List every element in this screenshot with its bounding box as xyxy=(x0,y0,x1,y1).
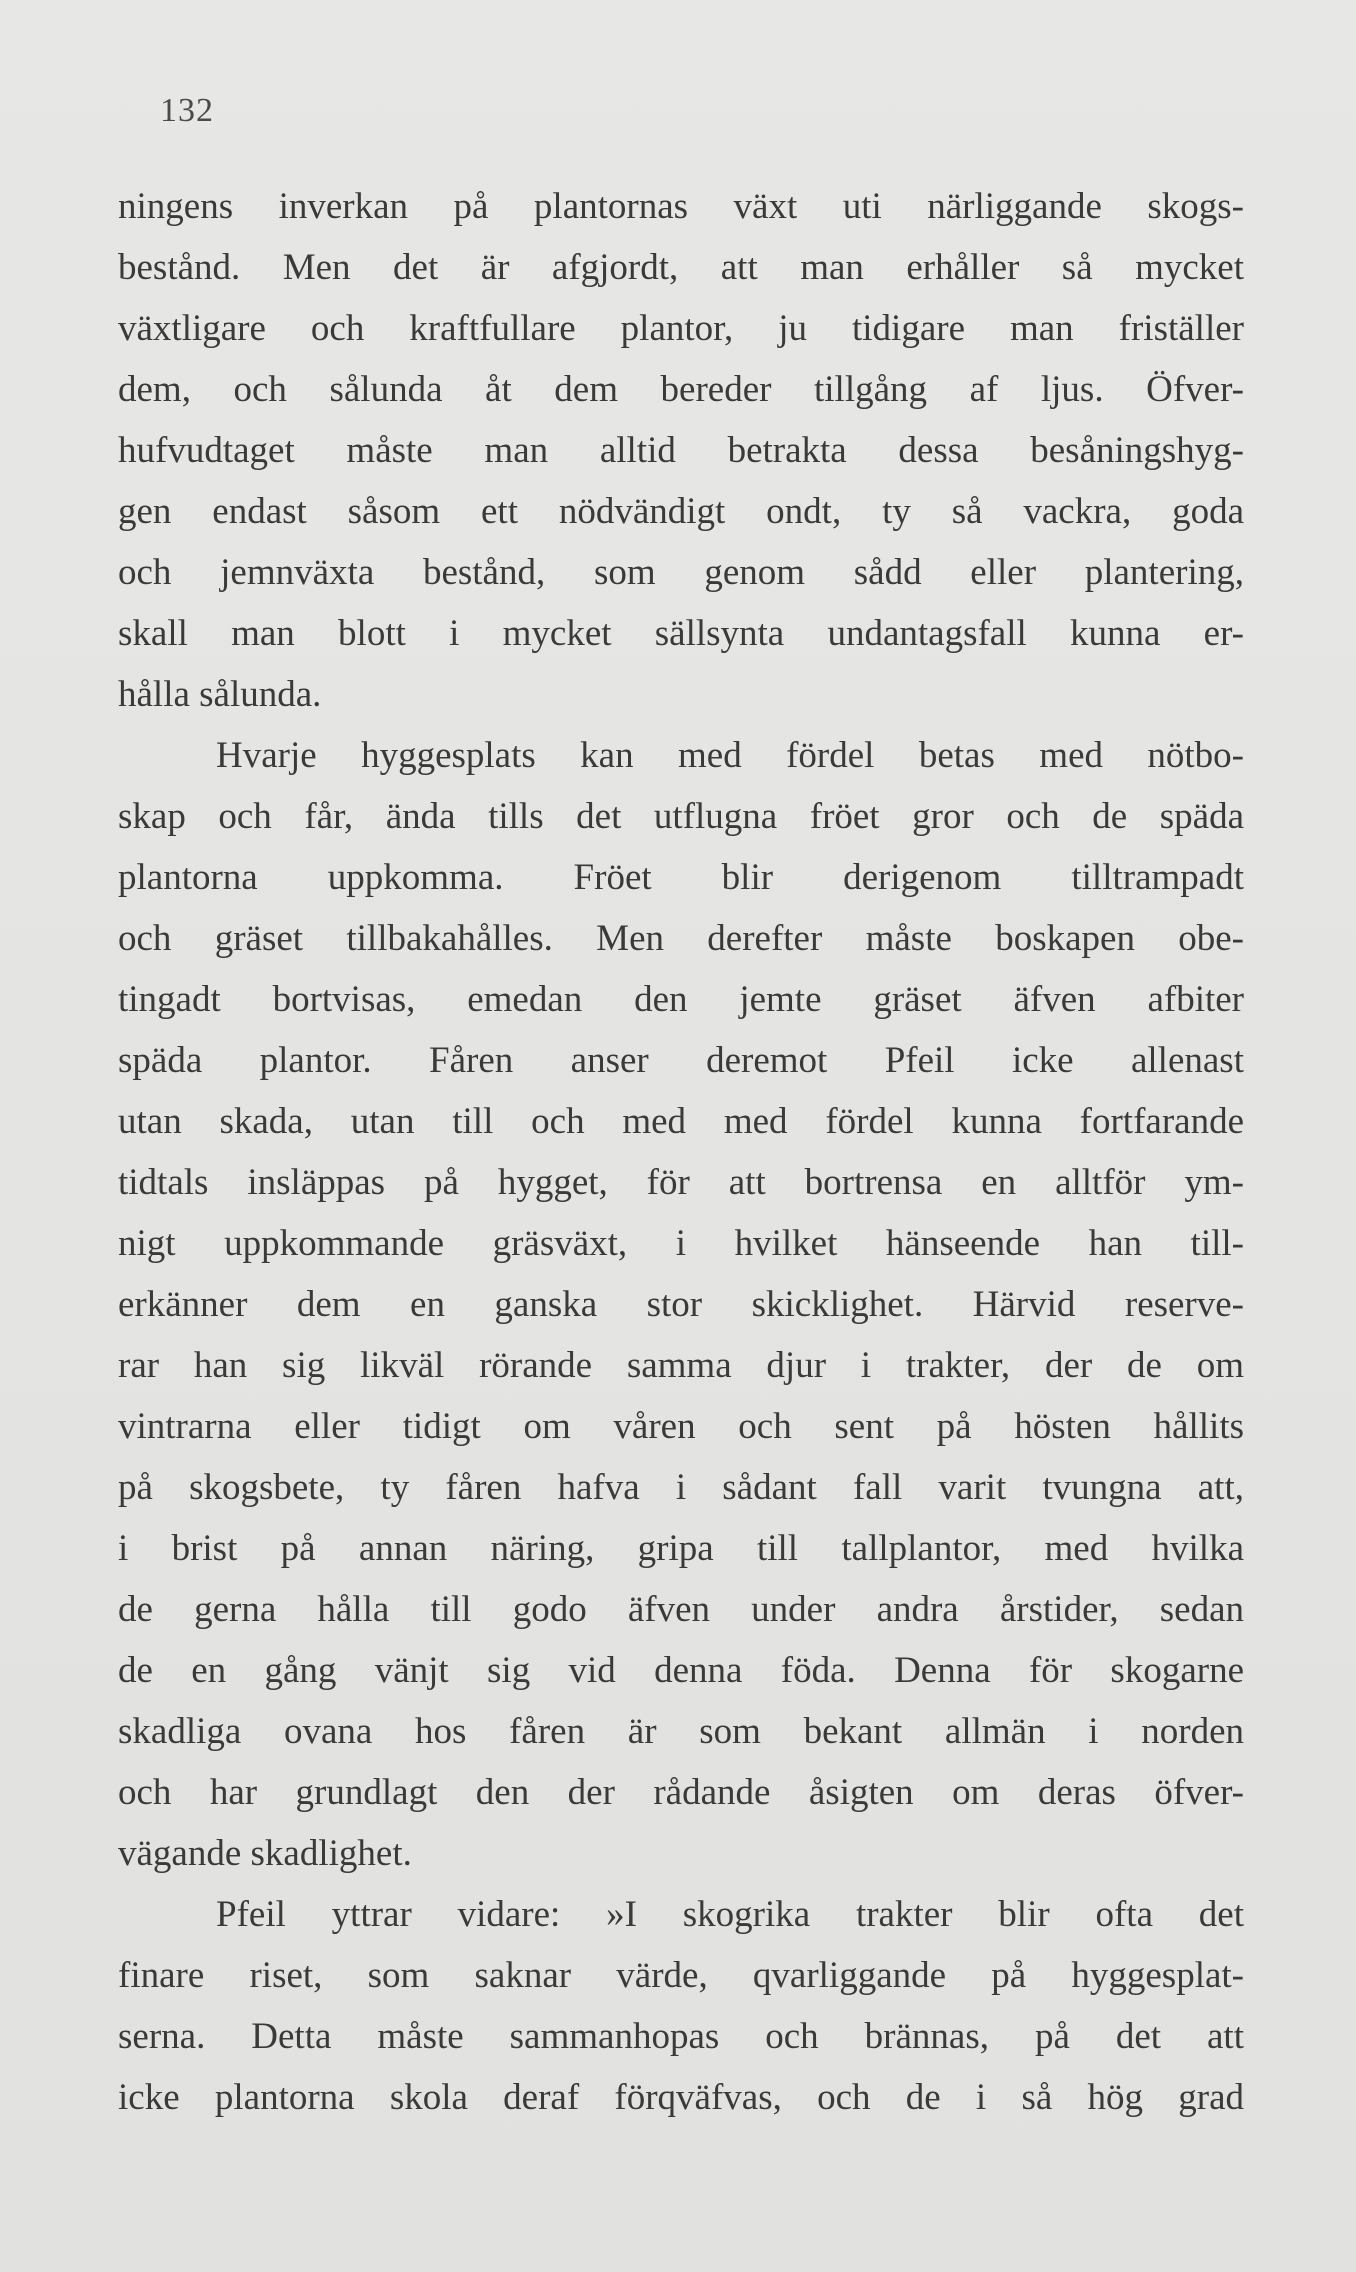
text-line: serna. Detta måste sammanhopas och brännas, på det att xyxy=(118,2016,1244,2057)
page-number: 132 xyxy=(160,92,214,129)
text-line: späda plantor. Fåren anser deremot Pfeil icke allenast xyxy=(118,1040,1244,1081)
text-line: finare riset, som saknar värde, qvarliggande på hyggesplat- xyxy=(118,1955,1244,1996)
text-line: i brist på annan näring, gripa till tallplantor, med hvilka xyxy=(118,1528,1244,1569)
text-line: tidtals insläppas på hygget, för att bortrensa en alltför ym- xyxy=(118,1162,1244,1203)
text-line: växtligare och kraftfullare plantor, ju tidigare man friställer xyxy=(118,308,1244,349)
text-line: skall man blott i mycket sällsynta undantagsfall kunna er- xyxy=(118,613,1244,654)
text-line: utan skada, utan till och med med fördel kunna fortfarande xyxy=(118,1101,1244,1142)
text-line: icke plantorna skola deraf förqväfvas, och de i så hög grad xyxy=(118,2077,1244,2118)
text-line: de en gång vänjt sig vid denna föda. Denna för skogarne xyxy=(118,1650,1244,1691)
text-line: och gräset tillbakahålles. Men derefter måste boskapen obe- xyxy=(118,918,1244,959)
text-line: rar han sig likväl rörande samma djur i trakter, der de om xyxy=(118,1345,1244,1386)
text-line: vägande skadlighet. xyxy=(118,1833,412,1874)
text-line: Hvarje hyggesplats kan med fördel betas med nötbo- xyxy=(216,735,1244,776)
text-line: nigt uppkommande gräsväxt, i hvilket hänseende han till- xyxy=(118,1223,1244,1264)
text-line: på skogsbete, ty fåren hafva i sådant fall varit tvungna att, xyxy=(118,1467,1244,1508)
text-line: skap och får, ända tills det utflugna fröet gror och de späda xyxy=(118,796,1244,837)
text-line: de gerna hålla till godo äfven under andra årstider, sedan xyxy=(118,1589,1244,1630)
body-text xyxy=(118,176,1244,2128)
text-line: dem, och sålunda åt dem bereder tillgång af ljus. Öfver- xyxy=(118,369,1244,410)
text-line: ningens inverkan på plantornas växt uti närliggande skogs- xyxy=(118,186,1244,227)
text-line: tingadt bortvisas, emedan den jemte gräset äfven afbiter xyxy=(118,979,1244,1020)
text-line: gen endast såsom ett nödvändigt ondt, ty så vackra, goda xyxy=(118,491,1244,532)
text-line: skadliga ovana hos fåren är som bekant allmän i norden xyxy=(118,1711,1244,1752)
text-line: hufvudtaget måste man alltid betrakta dessa besåningshyg- xyxy=(118,430,1244,471)
text-line: hålla sålunda. xyxy=(118,674,322,715)
text-line: vintrarna eller tidigt om våren och sent på hösten hållits xyxy=(118,1406,1244,1447)
text-line: och jemnväxta bestånd, som genom sådd eller plantering, xyxy=(118,552,1244,593)
text-line: bestånd. Men det är afgjordt, att man erhåller så mycket xyxy=(118,247,1244,288)
text-line: Pfeil yttrar vidare: »I skogrika trakter blir ofta det xyxy=(216,1894,1244,1935)
text-line: erkänner dem en ganska stor skicklighet. Härvid reserve- xyxy=(118,1284,1244,1325)
text-line: plantorna uppkomma. Fröet blir derigenom tilltrampadt xyxy=(118,857,1244,898)
text-line: och har grundlagt den der rådande åsigten om deras öfver- xyxy=(118,1772,1244,1813)
